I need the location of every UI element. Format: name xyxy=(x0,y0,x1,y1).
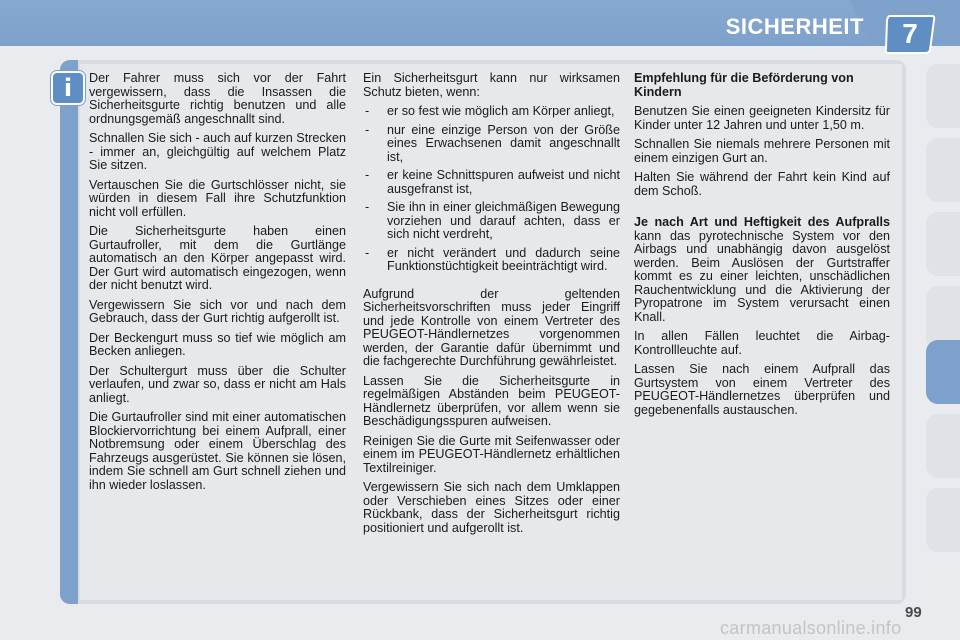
paragraph: Der Beckengurt muss so tief wie möglich am Becken anliegen. xyxy=(89,330,346,358)
column-3 xyxy=(634,72,890,423)
paragraph: Lassen Sie nach einem Aufprall das Gurtsystem von einem Vertreter des PEUGEOT-Händlernetzes überprüfen und gegebenenfalls austauschen. xyxy=(634,362,890,417)
section-heading: Empfehlung für die Beförderung von Kindern xyxy=(634,71,854,99)
column-2 xyxy=(363,72,620,541)
paragraph: Der Fahrer muss sich vor der Fahrt vergewissern, dass die Insassen die Sicherheitsgurte richtig benutzen und alle ordnungsgemäß angeschnallt sind. xyxy=(89,71,346,126)
watermark: carmanualsonline.info xyxy=(720,618,902,638)
paragraph: In allen Fällen leuchtet die Airbag-Kontrollleuchte auf. xyxy=(634,329,890,357)
side-tab[interactable] xyxy=(926,138,960,202)
bold-lead: Je nach Art und Heftigkeit des Aufpralls xyxy=(634,215,890,229)
chapter-number: 7 xyxy=(902,18,918,49)
left-strip xyxy=(60,60,78,604)
info-icon: i xyxy=(51,71,85,105)
side-tab-active[interactable] xyxy=(926,340,960,404)
list-item: - er keine Schnittspuren aufweist und nicht ausgefranst ist, xyxy=(363,169,620,196)
page-number: 99 xyxy=(905,604,922,621)
side-tab[interactable] xyxy=(926,488,960,552)
list-item: - nur eine einzige Person von der Größe eines Erwachsenen damit angeschnallt ist, xyxy=(363,124,620,165)
paragraph: Halten Sie während der Fahrt kein Kind auf dem Schoß. xyxy=(634,170,890,198)
side-tab[interactable] xyxy=(926,414,960,478)
paragraph: Der Schultergurt muss über die Schulter verlaufen, und zwar so, dass er nicht am Hals anliegt. xyxy=(89,363,346,405)
paragraph xyxy=(634,216,890,324)
paragraph: Vertauschen Sie die Gurtschlösser nicht, sie würden in diesem Fall ihre Schutzfunktion nicht voll erfüllen. xyxy=(89,177,346,219)
section-title: SICHERHEIT xyxy=(725,14,864,39)
list-item: - er so fest wie möglich am Körper anliegt, xyxy=(363,105,620,119)
paragraph: Schnallen Sie niemals mehrere Personen mit einem einzigen Gurt an. xyxy=(634,137,890,165)
paragraph: Vergewissern Sie sich nach dem Umklappen oder Verschieben eines Sitzes oder einer Rückbank, dass der Sicherheitsgurt richtig positioniert und aufgerollt ist. xyxy=(363,480,620,535)
list-item: - Sie ihn in einer gleichmäßigen Bewegung vorziehen und darauf achten, dass er sich nicht verdreht, xyxy=(363,201,620,242)
paragraph: Die Sicherheitsgurte haben einen Gurtaufroller, mit dem die Gurtlänge automatisch an den Körper angepasst wird. Der Gurt wird automatisch eingezogen, wenn der nicht benutzt wird. xyxy=(89,224,346,292)
column-1 xyxy=(89,72,346,498)
paragraph: Vergewissern Sie sich vor und nach dem Gebrauch, dass der Gurt richtig aufgerollt ist. xyxy=(89,297,346,325)
paragraph: Reinigen Sie die Gurte mit Seifenwasser oder einem im PEUGEOT-Händlernetz erhältlichen Textilreiniger. xyxy=(363,433,620,475)
bold-lead-rest: kann das pyrotechnische System vor den Airbags und unabhängig davon ausgelöst werden. Beim Auslösen der Gurtstraffer kommt es zu einer leichten, unschädlichen Rauchentwicklung und die Aktivierung der Pyropatrone im System verursacht einen Knall. xyxy=(634,228,890,324)
condition-list xyxy=(363,105,620,274)
side-tab[interactable] xyxy=(926,212,960,276)
paragraph: Aufgrund der geltenden Sicherheitsvorschriften muss jeder Eingriff und jede Kontrolle von einem Vertreter des PEUGEOT-Händlernetzes vorgenommen werden, der Garantie dafür übernimmt und die fachgerechte Durchführung gewährleistet. xyxy=(363,286,620,368)
paragraph: Ein Sicherheitsgurt kann nur wirksamen Schutz bieten, wenn: xyxy=(363,71,620,99)
paragraph: Benutzen Sie einen geeigneten Kindersitz für Kinder unter 12 Jahren und unter 1,50 m. xyxy=(634,104,890,132)
side-tab[interactable] xyxy=(926,64,960,128)
list-item: - er nicht verändert und dadurch seine Funktionstüchtigkeit beeinträchtigt wird. xyxy=(363,247,620,274)
paragraph: Schnallen Sie sich - auch auf kurzen Strecken - immer an, gleichgültig auf welchem Platz Sie sitzen. xyxy=(89,131,346,172)
paragraph: Lassen Sie die Sicherheitsgurte in regelmäßigen Abständen beim PEUGEOT-Händlernetz überprüfen, vor allem wenn sie Beschädigungsspuren aufweisen. xyxy=(363,373,620,428)
paragraph: Die Gurtaufroller sind mit einer automatischen Blockiervorrichtung bei einem Aufprall, einer Notbremsung oder einem Überschlag des Fahrzeugs ausgerüstet. Sie können sie lösen, indem Sie schnell am Gurt schnell ziehen und ihn wieder loslassen. xyxy=(89,410,346,492)
